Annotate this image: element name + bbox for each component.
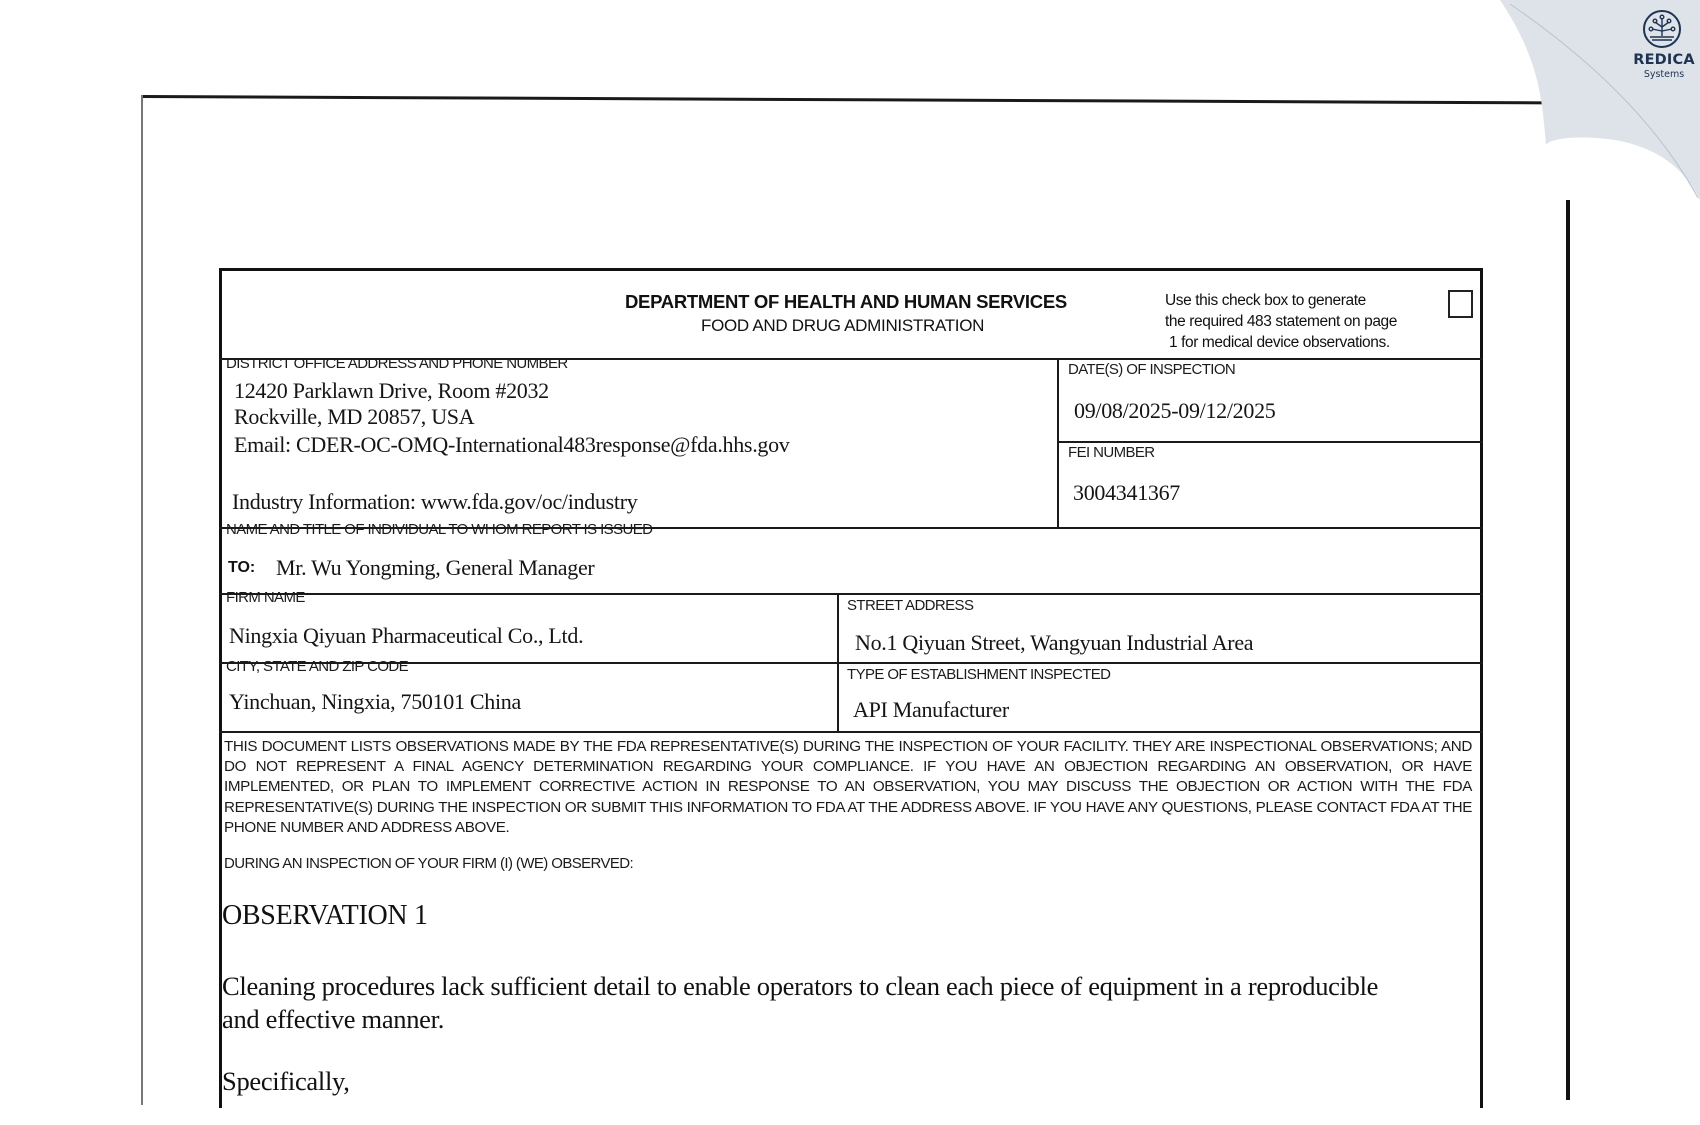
observation-title: OBSERVATION 1 xyxy=(222,900,428,931)
divider xyxy=(1057,358,1059,528)
checkbox-note-line-1: Use this check box to generate xyxy=(1165,292,1366,309)
disclaimer-text: THIS DOCUMENT LISTS OBSERVATIONS MADE BY THE FDA REPRESENTATIVE(S) DURING THE INSPECTION OF YOUR FACILITY. THEY ARE INSPECTIONAL OBSERVATIONS; AND DO NOT REPRESENT A FINAL AGENCY DETERMINATION REGARDING YOUR COMPLIANCE. IF YOU HAVE AN OBJECTION REGARDING AN OBSERVATION, OR HAVE IMPLEMENTED, OR PLAN TO IMPLEMENT CORRECTIVE ACTION IN RESPONSE TO AN OBSERVATION, YOU MAY DISCUSS THE OBJECTION OR ACTION WITH THE FDA REPRESENTATIVE(S) DURING THE INSPECTION OR SUBMIT THIS INFORMATION TO FDA AT THE ADDRESS ABOVE. IF YOU HAVE ANY QUESTIONS, PLEASE CONTACT FDA AT THE PHONE NUMBER AND ADDRESS ABOVE. xyxy=(224,738,1472,836)
observed-label: DURING AN INSPECTION OF YOUR FIRM (I) (WE) OBSERVED: xyxy=(224,855,634,872)
divider xyxy=(219,731,1483,733)
district-address-line-2: Rockville, MD 20857, USA xyxy=(234,404,475,429)
dates-of-inspection-label: DATE(S) OF INSPECTION xyxy=(1068,361,1236,378)
street-address-label: STREET ADDRESS xyxy=(847,597,974,614)
establishment-type-value: API Manufacturer xyxy=(853,697,1009,722)
firm-name-value: Ningxia Qiyuan Pharmaceutical Co., Ltd. xyxy=(229,623,584,648)
industry-info: Industry Information: www.fda.gov/oc/industry xyxy=(232,489,638,514)
firm-name-label: FIRM NAME xyxy=(226,589,305,606)
department-title: DEPARTMENT OF HEALTH AND HUMAN SERVICES xyxy=(625,291,1067,312)
observation-body-line-1: Cleaning procedures lack sufficient detail to enable operators to clean each piece of equipment in a reproducible xyxy=(222,971,1379,1001)
medical-device-483-checkbox[interactable] xyxy=(1448,290,1473,318)
divider xyxy=(219,662,1483,664)
recipient-value: Mr. Wu Yongming, General Manager xyxy=(276,555,595,580)
city-state-zip-label: CITY, STATE AND ZIP CODE xyxy=(226,658,409,675)
checkbox-note-line-3: 1 for medical device observations. xyxy=(1169,334,1390,351)
district-email: Email: CDER-OC-OMQ-International483response@fda.hhs.gov xyxy=(234,432,790,457)
agency-title: FOOD AND DRUG ADMINISTRATION xyxy=(701,316,985,335)
divider xyxy=(219,593,1483,595)
brand-subtitle: Systems xyxy=(1643,69,1685,80)
observation-specifically: Specifically, xyxy=(222,1066,350,1096)
page-right-edge xyxy=(1566,200,1570,1100)
city-state-zip-value: Yinchuan, Ningxia, 750101 China xyxy=(229,689,521,714)
observation-body-line-2: and effective manner. xyxy=(222,1004,445,1034)
fei-number-value: 3004341367 xyxy=(1073,480,1181,505)
checkbox-note-line-2: the required 483 statement on page xyxy=(1165,313,1397,330)
district-address-line-1: 12420 Parklawn Drive, Room #2032 xyxy=(234,378,549,403)
district-office-label: DISTRICT OFFICE ADDRESS AND PHONE NUMBER xyxy=(226,355,568,372)
street-address-value: No.1 Qiyuan Street, Wangyuan Industrial Area xyxy=(855,630,1254,655)
tree-network-circle-icon xyxy=(1642,9,1682,49)
dates-of-inspection-value: 09/08/2025-09/12/2025 xyxy=(1074,398,1276,423)
divider xyxy=(1057,441,1483,443)
to-prefix: TO: xyxy=(228,559,256,576)
page-left-edge xyxy=(141,95,143,1105)
recipient-label: NAME AND TITLE OF INDIVIDUAL TO WHOM REPORT IS ISSUED xyxy=(226,521,653,538)
establishment-type-label: TYPE OF ESTABLISHMENT INSPECTED xyxy=(847,666,1111,683)
brand-name: REDICA xyxy=(1633,52,1695,68)
fei-number-label: FEI NUMBER xyxy=(1068,444,1155,461)
